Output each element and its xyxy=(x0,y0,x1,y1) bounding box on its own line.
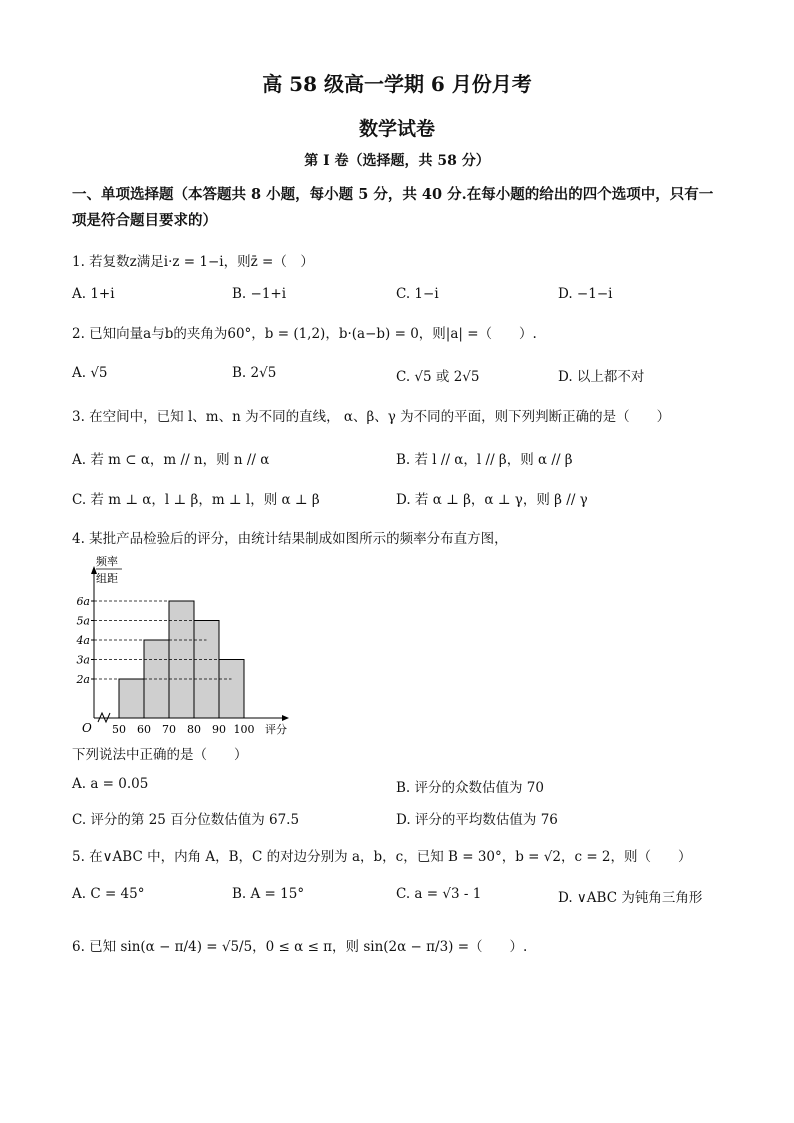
x-tick-label: 60 xyxy=(137,723,151,736)
question-5-option-d: D. ∨ABC 为钝角三角形 xyxy=(558,890,703,906)
page-title: 高 58 级高一学期 6 月份月考 xyxy=(262,72,532,96)
x-tick-label: 50 xyxy=(112,723,126,736)
question-3-option-a: A. 若 m ⊂ α，m // n，则 n // α xyxy=(72,452,270,468)
question-2-option-d: D. 以上都不对 xyxy=(558,369,645,385)
question-2-stem: 2. 已知向量a与b的夹角为60°，b = (1,2)，b·(a−b) = 0，则|a| =（ ）. xyxy=(72,326,537,342)
question-1-stem: 1. 若复数z满足i·z = 1−i，则z̄ =（ ） xyxy=(72,254,314,270)
y-tick-label: 6a xyxy=(76,595,90,608)
histogram-bar xyxy=(119,679,144,718)
volume-heading: 第 I 卷（选择题，共 58 分） xyxy=(304,153,490,169)
question-3-option-c: C. 若 m ⊥ α，l ⊥ β，m ⊥ l，则 α ⊥ β xyxy=(72,492,320,508)
y-axis-label-top: 频率 xyxy=(96,555,118,568)
question-2-option-c: C. √5 或 2√5 xyxy=(396,369,480,385)
x-tick-label: 70 xyxy=(162,723,176,736)
x-tick-label: 80 xyxy=(187,723,201,736)
question-1-option-a: A. 1+i xyxy=(72,286,115,302)
question-2-option-a: A. √5 xyxy=(72,365,108,381)
question-4-option-c: C. 评分的第 25 百分位数估值为 67.5 xyxy=(72,812,300,828)
x-axis-arrow xyxy=(282,715,289,721)
question-4-option-b: B. 评分的众数估值为 70 xyxy=(396,780,544,796)
x-tick-label: 100 xyxy=(233,723,255,736)
question-1-option-b: B. −1+i xyxy=(232,286,287,302)
y-tick-label: 3a xyxy=(76,653,90,667)
question-3-option-b: B. 若 l // α，l // β，则 α // β xyxy=(396,452,573,468)
question-4-prompt: 下列说法中正确的是（ ） xyxy=(72,747,248,763)
question-5-option-a: A. C = 45° xyxy=(72,886,145,902)
question-5-option-c: C. a = √3 - 1 xyxy=(396,886,482,902)
y-tick-label: 5a xyxy=(76,614,90,628)
x-axis-label: 评分 xyxy=(265,723,287,736)
question-1-option-c: C. 1−i xyxy=(396,286,439,302)
question-3-option-d: D. 若 α ⊥ β，α ⊥ γ，则 β // γ xyxy=(396,492,588,508)
question-4-option-d: D. 评分的平均数估值为 76 xyxy=(396,812,558,828)
x-tick-label: 90 xyxy=(212,723,226,736)
y-axis-label-bottom: 组距 xyxy=(96,572,118,585)
histogram-chart xyxy=(72,550,312,740)
y-tick-label: 4a xyxy=(76,634,90,647)
histogram-bar xyxy=(194,621,219,719)
page-subtitle: 数学试卷 xyxy=(358,118,435,140)
origin-label: O xyxy=(82,721,92,735)
question-2-option-b: B. 2√5 xyxy=(232,365,277,381)
question-6-stem: 6. 已知 sin(α − π/4) = √5/5，0 ≤ α ≤ π，则 sin(2α − π/3) =（ ）. xyxy=(72,939,528,955)
question-3-stem: 3. 在空间中，已知 l、m、n 为不同的直线， α、β、γ 为不同的平面，则下列判断正确的是（ ） xyxy=(72,409,671,425)
question-5-option-b: B. A = 15° xyxy=(232,886,305,902)
question-5-stem: 5. 在∨ABC 中，内角 A，B，C 的对边分别为 a，b，c，已知 B = 30°，b = √2，c = 2，则（ ） xyxy=(72,849,692,865)
histogram-bar xyxy=(219,660,244,719)
question-1-option-d: D. −1−i xyxy=(558,286,613,302)
axis-break xyxy=(98,713,110,722)
section-heading: 一、单项选择题（本答题共 8 小题，每小题 5 分，共 40 分.在每小题的给出的四个选项中，只有一项是符合题目要求的） xyxy=(72,186,714,229)
y-tick-label: 2a xyxy=(76,673,90,686)
question-4-option-a: A. a = 0.05 xyxy=(72,776,149,792)
question-4-stem: 4. 某批产品检验后的评分，由统计结果制成如图所示的频率分布直方图， xyxy=(72,531,508,547)
